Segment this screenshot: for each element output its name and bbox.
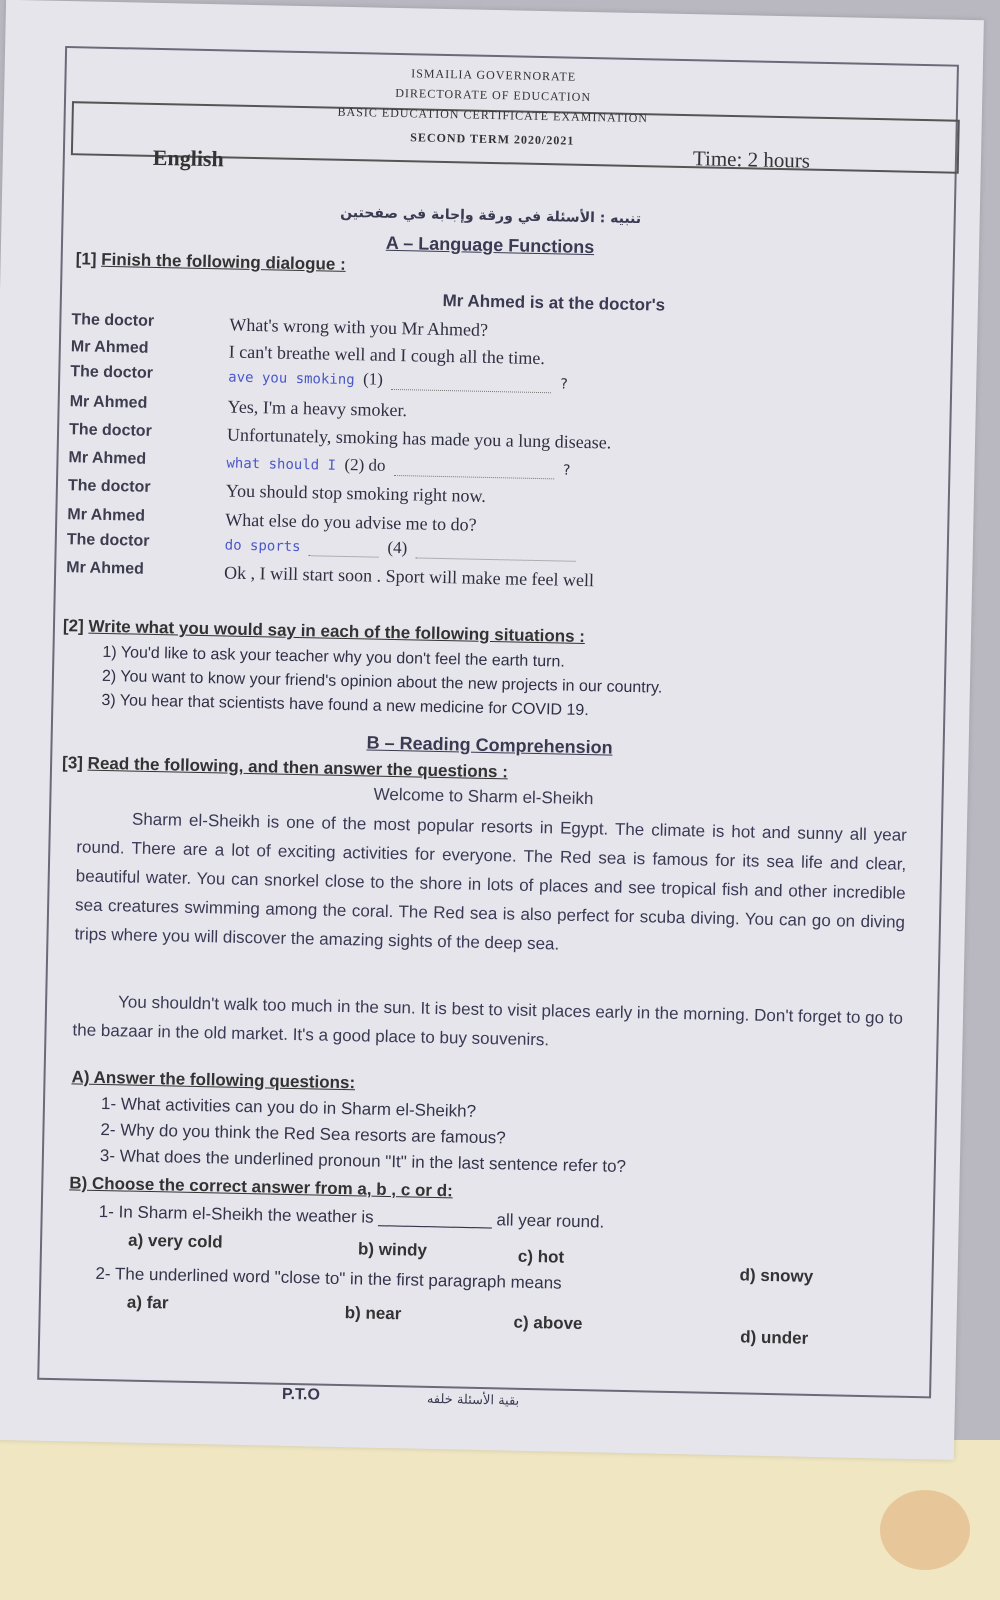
arabic-note: تنبيه : الأسئلة في ورقة وإجابة في صفحتين [340,204,642,228]
handwriting: do sports [224,537,301,556]
time-label: Time: 2 hours [692,146,811,173]
q3-instruction: Read the following, and then answer the questions : [87,753,509,782]
pto-label: P.T.O [281,1385,321,1404]
line-text: Ok , I will start soon . Sport will make me feel well [223,562,595,591]
speaker: Mr Ahmed [70,338,149,357]
mcq-option: b) near [344,1303,402,1324]
exam-line: BASIC EDUCATION CERTIFICATE EXAMINATION [337,104,649,126]
speaker: The doctor [67,477,151,496]
question-mark: ? [562,462,571,479]
speaker: The doctor [71,311,155,330]
handwriting: ave you smoking [228,369,355,389]
arabic-footer: بقية الأسئلة خلفه [426,1391,520,1409]
blank-number: (4) [387,537,408,558]
situation-item: 2) You want to know your friend's opinion about the new projects in our country. [101,667,663,697]
mcq-option: a) far [126,1292,169,1313]
line-text: You should stop smoking right now. [225,480,487,506]
q1-number: [1] [75,249,97,269]
comprehension-question: 3- What does the underlined pronoun "It" in the last sentence refer to? [99,1145,627,1176]
table-surface [0,1440,1000,1600]
mcq-option: b) windy [357,1239,428,1260]
passage-title: Welcome to Sharm el-Sheikh [373,784,594,809]
line-text: What's wrong with you Mr Ahmed? [229,314,489,340]
section-a-title-text: A – Language Functions [385,232,595,258]
subject-label: English [152,144,225,172]
speaker: The doctor [66,531,150,550]
directorate-line: DIRECTORATE OF EDUCATION [395,85,592,105]
part-a-label: A) Answer the following questions: [71,1067,356,1093]
mcq-question-1: 1- In Sharm el-Sheikh the weather is ____________ all year round. [98,1201,605,1232]
speaker: The doctor [68,421,152,440]
mcq-option: c) hot [517,1246,565,1267]
situation-item: 1) You'd like to ask your teacher why you don't feel the earth turn. [102,643,565,671]
situation-item: 3) You hear that scientists have found a new medicine for COVID 19. [101,691,589,720]
line-text: Yes, I'm a heavy smoker. [227,396,408,421]
section-b-title-text: B – Reading Comprehension [366,732,613,758]
speaker: Mr Ahmed [67,506,146,525]
part-b-label: B) Choose the correct answer from a, b , c or d: [69,1173,453,1201]
speaker: The doctor [70,363,154,382]
mcq-option: d) under [740,1327,809,1348]
blank-number: (1) [362,369,384,389]
q2-instruction: Write what you would say in each of the following situations : [88,616,586,647]
dialogue-scene: Mr Ahmed is at the doctor's [442,290,666,315]
handwriting: what should I [226,455,337,474]
comprehension-question: 2- Why do you think the Red Sea resorts are famous? [100,1119,506,1148]
blank-number: (2) do [344,454,386,475]
mcq-option: a) very cold [127,1230,223,1252]
mcq-option: c) above [513,1312,583,1334]
term-line: SECOND TERM 2020/2021 [410,130,575,148]
speaker: Mr Ahmed [66,559,145,578]
speaker: Mr Ahmed [68,449,147,468]
line-text: Unfortunately, smoking has made you a lung disease. [226,424,612,453]
governorate-line: ISMAILIA GOVERNORATE [411,66,577,84]
question-mark: ? [559,376,569,393]
object-on-table [880,1490,970,1570]
q1-instruction: Finish the following dialogue : [101,249,346,274]
speaker: Mr Ahmed [69,393,148,412]
line-text: What else do you advise me to do? [225,509,477,535]
mcq-option: d) snowy [739,1265,814,1286]
line-text: I can't breathe well and I cough all the time. [228,341,546,369]
passage-paragraph-1: Sharm el-Sheikh is one of the most popular resorts in Egypt. The climate is hot and sunny all year round. There are a lot of exciting activities for everyone. The Red sea is famous for its sea life and clear, beautiful water. You can snorkel close to the shore in lots of places and see tropical fish and other incredible sea creatures swimming among the coral. The Red sea is also perfect for scuba diving. You can go on diving trips where you will discover the amazing sights of the deep sea. [74,809,908,954]
comprehension-question: 1- What activities can you do in Sharm el-Sheikh? [100,1093,477,1121]
mcq-question-2: 2- The underlined word "close to" in the first paragraph means [95,1263,562,1293]
q3-number: [3] [61,753,84,773]
q2-number: [2] [62,616,84,636]
passage-paragraph-2: You shouldn't walk too much in the sun. It is best to visit places early in the morning. Don't forget to go to the bazaar in the old market. It's a good place to buy souvenirs. [72,992,904,1050]
